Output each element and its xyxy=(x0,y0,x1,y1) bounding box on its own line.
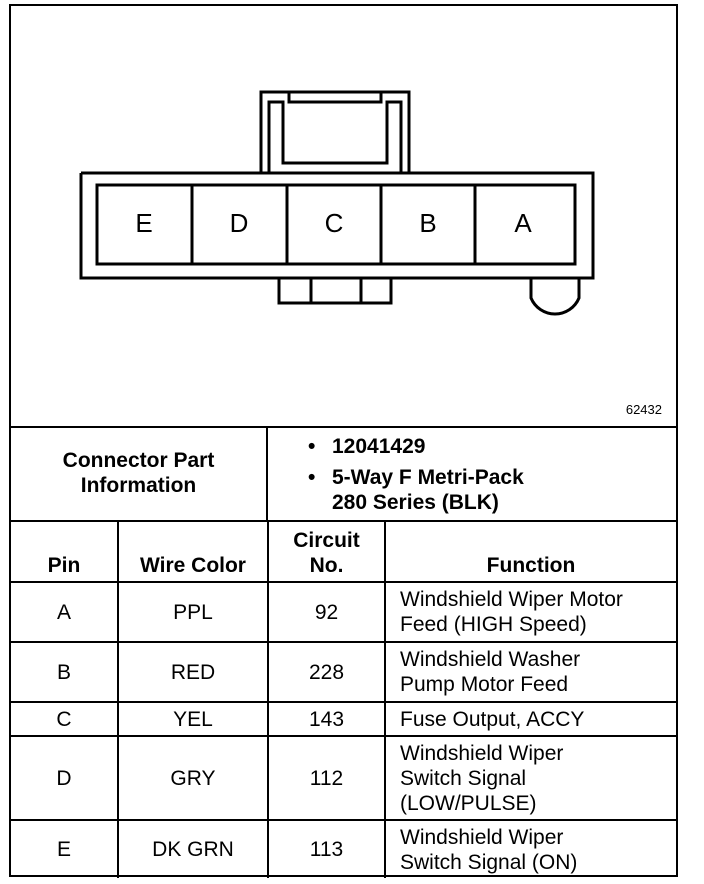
part-info-label xyxy=(11,426,268,520)
function-line: Windshield Wiper xyxy=(400,741,564,765)
header-circuit-line: Circuit xyxy=(293,529,360,552)
lock-tab-inner xyxy=(269,102,401,173)
function-line: Pump Motor Feed xyxy=(400,673,569,696)
wire-color-cell: PPL xyxy=(118,582,268,642)
table-header-row xyxy=(11,520,676,582)
header-circuit-line: No. xyxy=(309,554,344,577)
header-circuit xyxy=(268,520,385,582)
header-wire-color: Wire Color xyxy=(118,520,268,582)
function-line: Fuse Output, ACCY xyxy=(400,707,585,731)
wire-color-cell: GRY xyxy=(118,736,268,820)
table-row xyxy=(11,642,676,702)
header-pin: Pin xyxy=(11,520,118,582)
circuit-cell: 113 xyxy=(268,820,385,878)
pin-cell: A xyxy=(11,582,118,642)
table-row xyxy=(11,582,676,642)
connector-type: 5-Way F Metri-Pack xyxy=(332,466,524,489)
wire-color-cell: DK GRN xyxy=(118,820,268,878)
function-line: Switch Signal (ON) xyxy=(400,850,578,874)
pin-cell: C xyxy=(11,702,118,736)
part-info-label-line: Information xyxy=(80,474,197,497)
cavity-label-a: A xyxy=(514,208,532,238)
header-function: Function xyxy=(385,520,676,582)
table-row xyxy=(11,702,676,736)
connector-drawing xyxy=(11,6,676,428)
part-info-list xyxy=(268,426,676,520)
connector-description xyxy=(268,465,676,515)
function-cell xyxy=(385,820,676,878)
connector-part-info xyxy=(11,426,676,522)
function-line: (LOW/PULSE) xyxy=(400,791,537,815)
function-cell xyxy=(385,702,676,736)
pin-cell: E xyxy=(11,820,118,878)
cavity-label-e: E xyxy=(135,208,153,238)
function-line: Windshield Wiper Motor xyxy=(400,588,623,611)
cavity-label-b: B xyxy=(419,208,437,238)
bottom-latch xyxy=(279,278,391,303)
function-line: Feed (HIGH Speed) xyxy=(400,613,587,636)
table-row xyxy=(11,736,676,820)
function-line: Switch Signal xyxy=(400,766,527,790)
circuit-cell: 112 xyxy=(268,736,385,820)
function-line: Windshield Wiper xyxy=(400,825,564,849)
function-cell xyxy=(385,736,676,820)
function-line: Windshield Washer xyxy=(400,648,581,671)
cavity-label-d: D xyxy=(229,208,249,238)
table-row xyxy=(11,820,676,878)
connector-face-diagram xyxy=(11,6,676,426)
circuit-cell: 92 xyxy=(268,582,385,642)
connector-sheet xyxy=(9,4,678,877)
wire-color-cell: RED xyxy=(118,642,268,702)
function-cell xyxy=(385,642,676,702)
pin-table xyxy=(11,520,676,878)
part-number: • 12041429 xyxy=(268,434,676,459)
circuit-cell: 228 xyxy=(268,642,385,702)
wire-color-cell: YEL xyxy=(118,702,268,736)
part-info-label-line: Connector Part xyxy=(62,449,215,472)
housing-outline xyxy=(81,173,593,314)
cavity-label-c: C xyxy=(324,208,344,238)
circuit-cell: 143 xyxy=(268,702,385,736)
connector-series: 280 Series (BLK) xyxy=(332,491,499,514)
pin-cell: B xyxy=(11,642,118,702)
pin-cell: D xyxy=(11,736,118,820)
function-cell xyxy=(385,582,676,642)
figure-number: 62432 xyxy=(625,402,662,417)
